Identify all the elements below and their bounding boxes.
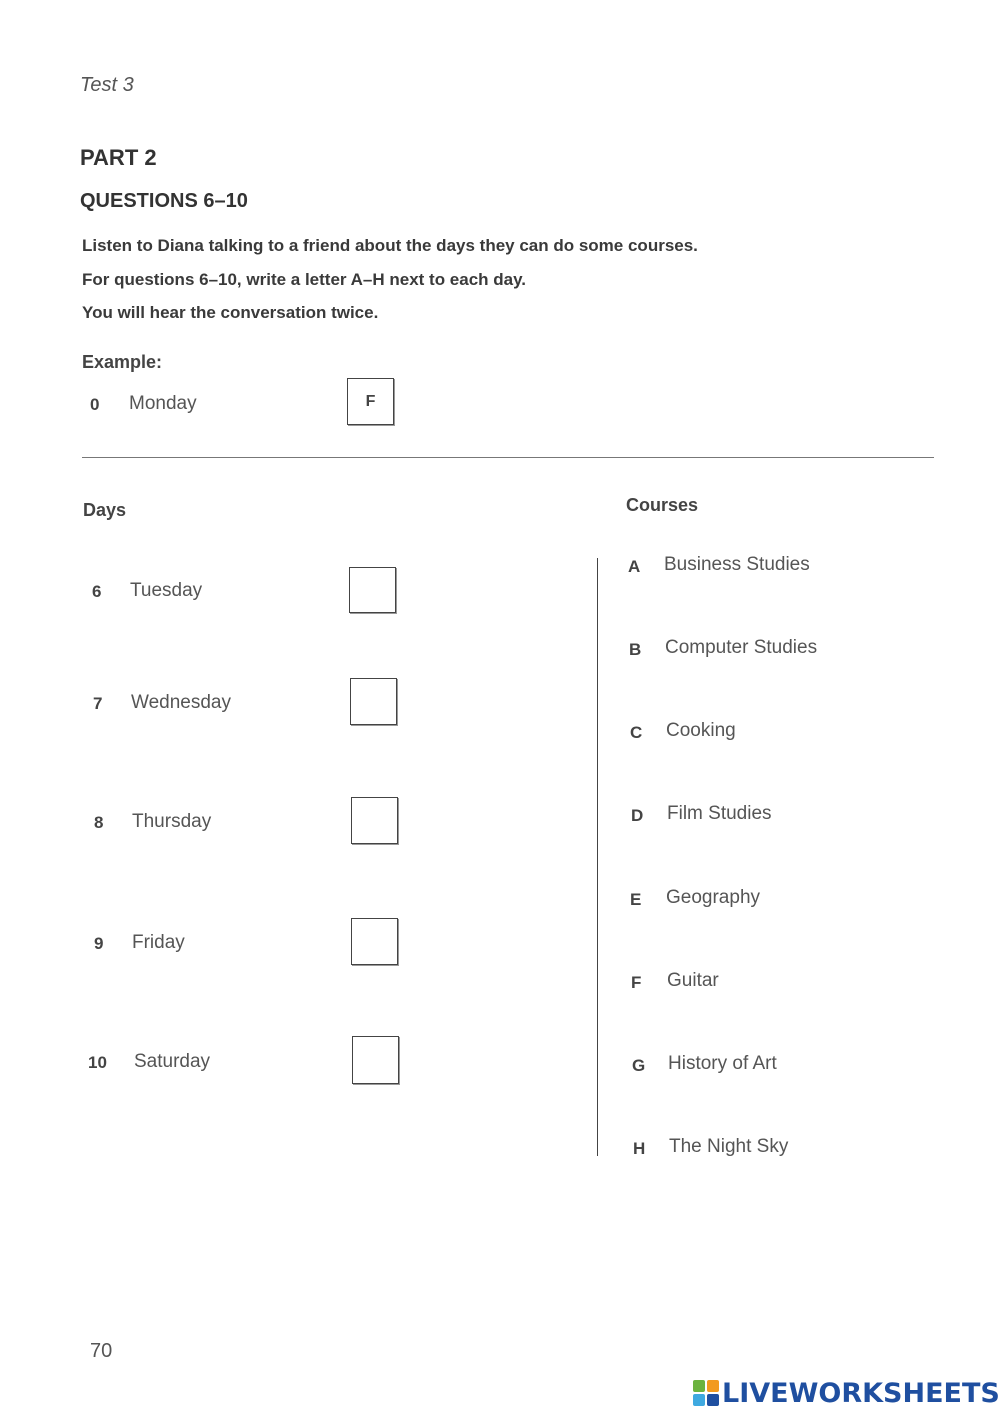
course-name: History of Art xyxy=(668,1053,777,1074)
course-letter: A xyxy=(628,557,641,576)
course-name: The Night Sky xyxy=(669,1136,789,1157)
answer-box-9[interactable] xyxy=(351,918,398,965)
column-separator xyxy=(597,558,598,1156)
days-heading: Days xyxy=(83,500,127,520)
course-letter: F xyxy=(631,973,642,992)
answer-box-8[interactable] xyxy=(351,797,398,844)
day-label: Saturday xyxy=(134,1051,211,1072)
answer-box-6[interactable] xyxy=(349,567,396,613)
example-number: 0 xyxy=(90,395,100,414)
example-day: Monday xyxy=(129,393,197,414)
questions-title: QUESTIONS 6–10 xyxy=(80,190,248,212)
course-letter: C xyxy=(630,723,643,742)
test-label: Test 3 xyxy=(80,74,134,96)
question-number: 7 xyxy=(93,694,103,713)
instruction-line: Listen to Diana talking to a friend about the days they can do some courses. xyxy=(82,236,698,255)
example-label: Example: xyxy=(82,352,163,372)
page-number: 70 xyxy=(90,1340,113,1362)
question-number: 10 xyxy=(88,1053,107,1072)
answer-box-7[interactable] xyxy=(350,678,397,725)
day-label: Thursday xyxy=(132,811,212,832)
course-name: Cooking xyxy=(666,720,736,741)
course-name: Business Studies xyxy=(664,554,810,575)
course-name: Geography xyxy=(666,887,761,908)
liveworksheets-logo[interactable] xyxy=(693,1376,1000,1410)
divider xyxy=(82,457,934,458)
example-answer-box: F xyxy=(347,378,394,425)
brand-text: LIVEWORKSHEETS xyxy=(722,1377,1000,1409)
instruction-line: For questions 6–10, write a letter A–H next to each day. xyxy=(82,270,527,289)
course-letter: H xyxy=(633,1139,646,1158)
question-number: 6 xyxy=(92,582,102,601)
part-title: PART 2 xyxy=(80,145,157,170)
answer-box-10[interactable] xyxy=(352,1036,399,1084)
day-label: Tuesday xyxy=(130,580,203,601)
course-letter: D xyxy=(631,806,644,825)
course-name: Computer Studies xyxy=(665,637,818,658)
question-number: 9 xyxy=(94,934,104,953)
day-label: Friday xyxy=(132,932,185,953)
course-letter: E xyxy=(630,890,642,909)
course-letter: B xyxy=(629,640,642,659)
question-number: 8 xyxy=(94,813,104,832)
course-name: Film Studies xyxy=(667,803,772,824)
liveworksheets-icon xyxy=(693,1380,719,1406)
day-label: Wednesday xyxy=(131,692,231,713)
courses-heading: Courses xyxy=(626,495,699,515)
course-letter: G xyxy=(632,1056,646,1075)
course-name: Guitar xyxy=(667,970,719,991)
instruction-line: You will hear the conversation twice. xyxy=(82,303,379,322)
